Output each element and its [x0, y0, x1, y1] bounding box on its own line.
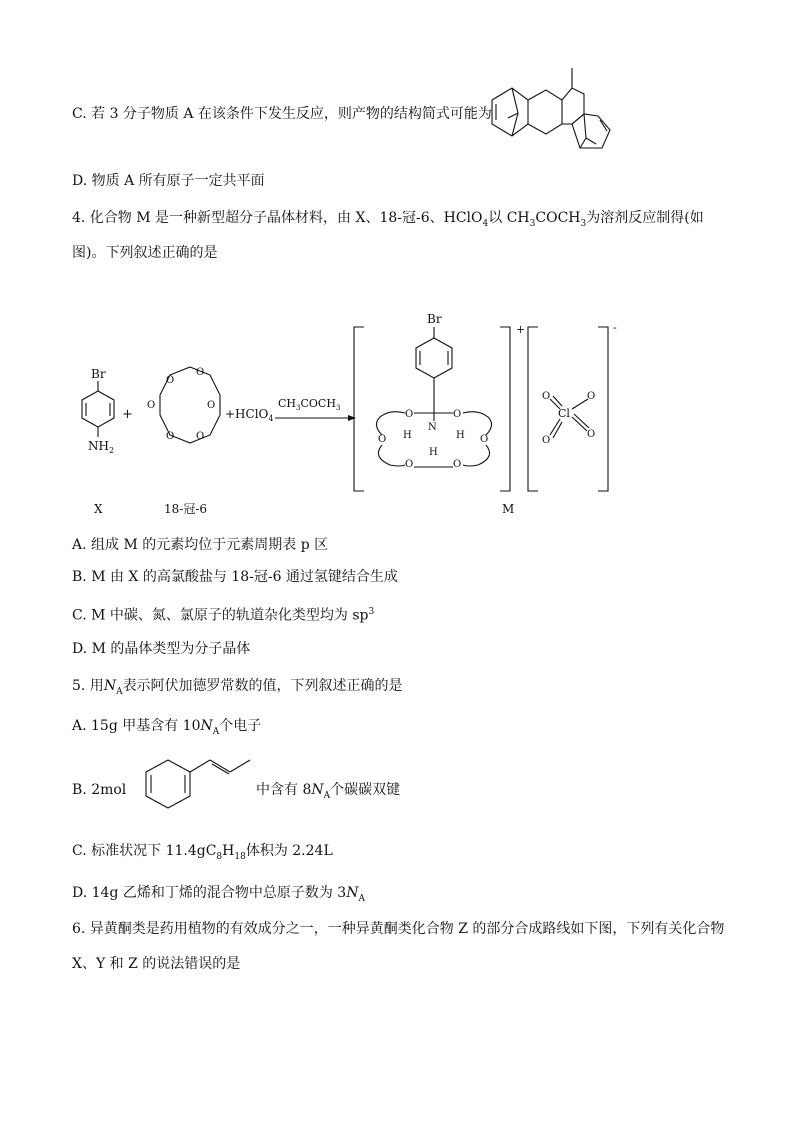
q5-option-b-label: B. 2mol [72, 782, 127, 798]
svg-text:O: O [166, 375, 175, 386]
styrene-like-structure [128, 752, 258, 822]
svg-text:O: O [453, 459, 462, 470]
q3-product-structure [480, 58, 630, 168]
q3-option-c [72, 105, 492, 123]
solvent-label: $CH_3COCH_3$ [278, 397, 341, 412]
q4-reaction-scheme [60, 305, 640, 520]
q4-option-c: C. M 中碳、氮、氯原子的轨道杂化类型均为 $sp^3$ [72, 607, 375, 624]
svg-text:H: H [429, 447, 438, 458]
label-x: X [94, 502, 103, 516]
svg-text:O: O [207, 400, 216, 411]
svg-text:O: O [405, 459, 414, 470]
q3-option-d [72, 172, 265, 190]
svg-text:O: O [196, 367, 205, 378]
q5-option-a: A. 15g 甲基含有 $10N_A$个电子 [72, 718, 262, 737]
q4-stem-line2: 图)。下列叙述正确的是 [72, 245, 218, 261]
perchlorate-anion-structure [528, 321, 617, 491]
svg-text:O: O [542, 435, 551, 446]
q6-stem-line1: 6. 异黄酮类是药用植物的有效成分之一，一种异黄酮类化合物 Z 的部分合成路线如下图，下列有关化合物 [72, 921, 725, 937]
svg-text:N: N [428, 422, 437, 433]
label-crown: 18-冠-6 [164, 502, 208, 516]
q4-option-b: B. M 由 X 的高氯酸盐与 18-冠-6 通过氢键结合生成 [72, 569, 398, 585]
label-m: M [502, 502, 515, 516]
q4-option-a: A. 组成 M 的元素均位于元素周期表 p 区 [72, 537, 329, 553]
crown-ether-structure [147, 367, 220, 443]
q3-option-c-text: C. 若 3 分子物质 A 在该条件下发生反应，则产物的结构简式可能为 [72, 106, 492, 122]
svg-text:-: - [613, 321, 617, 334]
svg-text:O: O [480, 434, 489, 445]
svg-text:O: O [405, 409, 414, 420]
svg-text:O: O [378, 434, 387, 445]
x-br-label: Br [91, 367, 106, 381]
plus-sign-1: + [122, 407, 133, 422]
svg-text:O: O [587, 429, 596, 440]
svg-text:O: O [587, 391, 596, 402]
q5-option-c: C. 标准状况下 $11.4gC_8H_{18}$体积为 2.24L [72, 843, 333, 862]
compound-x-structure [82, 367, 114, 455]
svg-text:+: + [516, 323, 526, 336]
svg-text:O: O [453, 409, 462, 420]
q5-option-d: D. 14g 乙烯和丁烯的混合物中总原子数为 $3N_A$ [72, 885, 365, 904]
svg-text:Cl: Cl [558, 407, 570, 420]
x-nh2-label: $NH_2$ [88, 439, 115, 455]
svg-text:H: H [456, 430, 465, 441]
svg-text:O: O [542, 391, 551, 402]
svg-text:O: O [147, 400, 156, 411]
q3-option-d-text: D. 物质 A 所有原子一定共平面 [72, 173, 265, 189]
svg-text:H: H [403, 430, 412, 441]
q4-option-d: D. M 的晶体类型为分子晶体 [72, 641, 251, 657]
hclo4-reagent: +HClO$_4$ [225, 407, 274, 423]
svg-text:O: O [166, 431, 175, 442]
q5-option-b-rest: 中含有 $8N_A$个碳碳双键 [256, 782, 401, 801]
complex-cation-structure [354, 312, 525, 491]
m-br-label: Br [427, 312, 442, 326]
q6-stem-line2: X、Y 和 Z 的说法错误的是 [72, 956, 241, 972]
q4-stem-line1: 4. 化合物 M 是一种新型超分子晶体材料，由 X、18-冠-6、HClO$_4$以 $CH_3COCH_3$为溶剂反应制得(如 [72, 210, 704, 229]
svg-text:O: O [196, 431, 205, 442]
q5-stem: 5. 用$N_A$表示阿伏加德罗常数的值，下列叙述正确的是 [72, 678, 403, 697]
